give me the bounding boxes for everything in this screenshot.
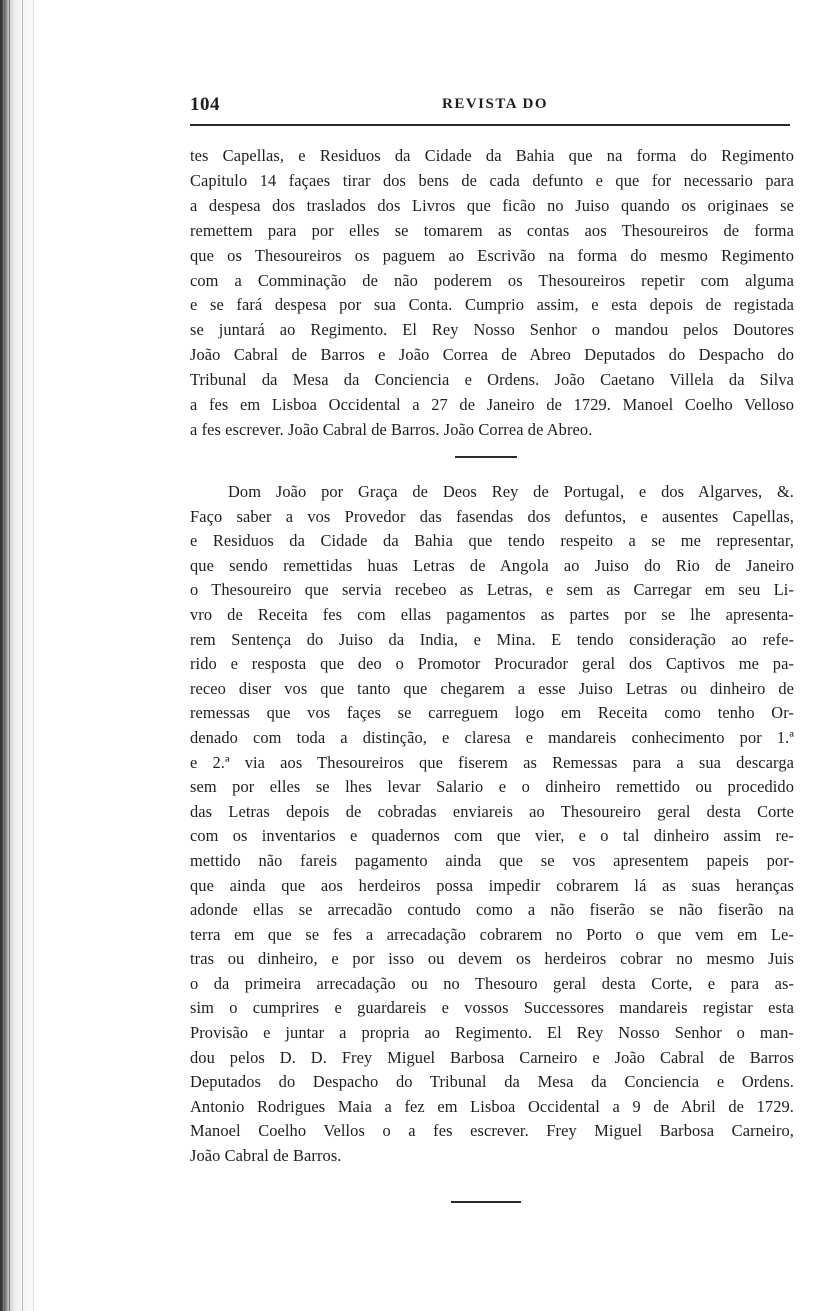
text-line: João Cabral de Barros e João Correa de Abreo Deputados do Despacho do: [190, 345, 794, 365]
text-line: receo diser vos que tanto que chegarem a esse Juiso Letras ou dinheiro de: [190, 678, 794, 698]
text-line: remettem para por elles se tomarem as contas aos Thesoureiros de forma: [190, 220, 794, 240]
text-line: sim o cumprires e guardareis e vossos Successores mandareis registar esta: [190, 998, 794, 1018]
text-line: que os Thesoureiros os paguem ao Escrivão na forma do mesmo Regimento: [190, 245, 794, 265]
text-line: dou pelos D. D. Frey Miguel Barbosa Carneiro e João Cabral de Barros: [190, 1047, 794, 1067]
text-line: a despesa dos traslados dos Livros que ficão no Juiso quando os originaes se: [190, 195, 794, 215]
text-line: terra em que se fes a arrecadação cobrarem no Porto o que vem em Le-: [190, 924, 794, 944]
text-line: e 2.ª via aos Thesoureiros que fiserem as Remessas para a sua descarga: [190, 752, 794, 772]
text-line: que ainda que aos herdeiros possa impedir cobrarem lá as suas heranças: [190, 875, 794, 895]
text-line: sem por elles se lhes levar Salario e o dinheiro remettido ou procedido: [190, 777, 794, 797]
text-line: Deputados do Despacho do Tribunal da Mesa da Conciencia e Ordens.: [190, 1072, 794, 1092]
binding-line: [22, 0, 23, 1311]
text-line: e Residuos da Cidade da Bahia que tendo respeito a se me representar,: [190, 531, 794, 551]
text-line: a fes escrever. João Cabral de Barros. João Correa de Abreo.: [190, 419, 593, 439]
text-line: Manoel Coelho Vellos o a fes escrever. Frey Miguel Barbosa Carneiro,: [190, 1121, 794, 1141]
text-line: denado com toda a distinção, e claresa e mandareis conhecimento por 1.ª: [190, 727, 794, 747]
text-line: Tribunal da Mesa da Conciencia e Ordens. João Caetano Villela da Silva: [190, 370, 794, 390]
text-line: Capitulo 14 façaes tirar dos bens de cada defunto e que for necessario para: [190, 170, 794, 190]
section-separator: [451, 1201, 521, 1203]
text-line: se juntará ao Regimento. El Rey Nosso Senhor o mandou pelos Doutores: [190, 320, 794, 340]
text-line: Antonio Rodrigues Maia a fez em Lisboa Occidental a 9 de Abril de 1729.: [190, 1096, 794, 1116]
binding-line: [33, 0, 34, 1311]
text-line: com os inventarios e quadernos com que vier, e o tal dinheiro assim re-: [190, 826, 794, 846]
paragraph-2: [190, 480, 794, 1169]
text-line: a fes em Lisboa Occidental a 27 de Janeiro de 1729. Manoel Coelho Velloso: [190, 395, 794, 415]
text-line: João Cabral de Barros.: [190, 1146, 342, 1166]
text-line: com a Comminação de não poderem os Thesoureiros repetir com alguma: [190, 270, 794, 290]
text-line: Faço saber a vos Provedor das fasendas dos defuntos, e ausentes Capellas,: [190, 506, 794, 526]
section-separator: [455, 456, 517, 458]
text-line: Dom João por Graça de Deos Rey de Portugal, e dos Algarves, &.: [228, 482, 794, 501]
binding-line: [3, 0, 4, 1311]
text-line: o da primeira arrecadação ou no Thesouro geral desta Corte, e para as-: [190, 973, 794, 993]
text-line: adonde ellas se arrecadão contudo como a não fiserão se não fiserão na: [190, 900, 794, 920]
text-line: e se fará despesa por sua Conta. Cumprio assim, e esta depois de registada: [190, 295, 794, 315]
text-line: que sendo remettidas huas Letras de Angola ao Juiso do Rio de Janeiro: [190, 555, 794, 575]
text-line: rido e resposta que deo o Promotor Procurador geral dos Captivos me pa-: [190, 654, 794, 674]
text-line: remessas que vos façes se carreguem logo em Receita como tenho Or-: [190, 703, 794, 723]
text-line: Provisão e juntar a propria ao Regimento. El Rey Nosso Senhor o man-: [190, 1023, 794, 1043]
paragraph-1: [190, 144, 794, 443]
page-binding-edge: [0, 0, 40, 1311]
text-line: tras ou dinheiro, e por isso ou devem os herdeiros cobrar no mesmo Juis: [190, 949, 794, 969]
text-line: das Letras depois de cobradas enviareis ao Thesoureiro geral desta Corte: [190, 801, 794, 821]
page-number: 104: [190, 94, 220, 115]
text-line: vro de Receita fes com ellas pagamentos as partes por se lhe apresenta-: [190, 604, 794, 624]
text-line: mettido não fareis pagamento ainda que se vos apresentem papeis por-: [190, 850, 794, 870]
text-line: rem Sentença do Juiso da India, e Mina. E tendo consideração ao refe-: [190, 629, 794, 649]
binding-line: [9, 0, 10, 1311]
header-rule: [190, 124, 790, 126]
text-line: tes Capellas, e Residuos da Cidade da Bahia que na forma do Regimento: [190, 146, 794, 165]
running-head-title: REVISTA DO: [442, 96, 548, 112]
text-line: o Thesoureiro que servia recebeo as Letras, e sem as Carregar em seu Li-: [190, 580, 794, 600]
